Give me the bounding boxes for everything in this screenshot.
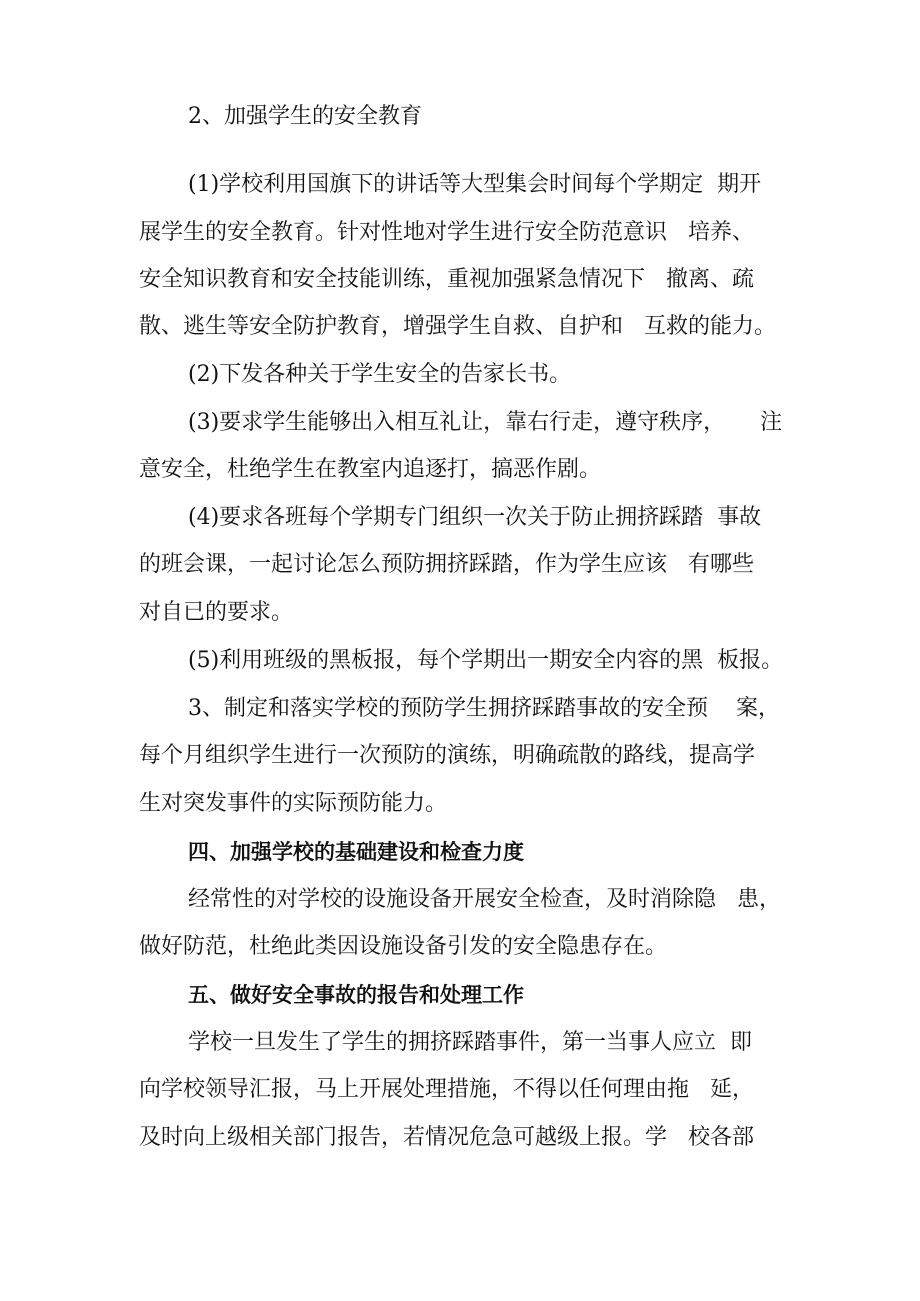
section-heading-5: 五、做好安全事故的报告和处理工作 bbox=[188, 983, 524, 1007]
paragraph-1-line-4: 散、逃生等安全防护教育，增强学生自救、自护和 互救的能力。 bbox=[139, 314, 776, 339]
paragraph-8-line-1: 学校一旦发生了学生的拥挤踩踏事件，第一当事人应立 即 bbox=[188, 1030, 752, 1055]
paragraph-6-line-1: 3、制定和落实学校的预防学生拥挤踩踏事故的安全预 案， bbox=[188, 696, 780, 721]
paragraph-5-line-1: (5)利用班级的黑板报，每个学期出一期安全内容的黑 板报。 bbox=[188, 648, 784, 673]
paragraph-7-line-2: 做好防范，杜绝此类因设施设备引发的安全隐患存在。 bbox=[139, 934, 668, 959]
paragraph-8-line-3: 及时向上级相关部门报告，若情况危急可越级上报。学 校各部 bbox=[139, 1125, 754, 1150]
paragraph-6-line-3: 生对突发事件的实际预防能力。 bbox=[139, 791, 448, 816]
paragraph-3-line-2: 意安全，杜绝学生在教室内追逐打，搞恶作剧。 bbox=[139, 457, 602, 482]
paragraph-2-line-1: (2)下发各种关于学生安全的告家长书。 bbox=[188, 362, 572, 387]
section-heading-4: 四、加强学校的基础建设和检查力度 bbox=[188, 840, 524, 864]
paragraph-1-line-1: (1)学校利用国旗下的讲话等大型集会时间每个学期定 期开 bbox=[188, 172, 762, 197]
paragraph-4-line-3: 对自已的要求。 bbox=[139, 600, 294, 625]
paragraph-1-line-3: 安全知识教育和安全技能训练，重视加强紧急情况下 撤离、疏 bbox=[139, 267, 754, 292]
paragraph-4-line-1: (4)要求各班每个学期专门组织一次关于防止拥挤踩踏 事故 bbox=[188, 505, 762, 530]
paragraph-7-line-1: 经常性的对学校的设施设备开展安全检查，及时消除隐 患， bbox=[188, 887, 781, 912]
section-heading-2: 2、加强学生的安全教育 bbox=[188, 104, 422, 129]
paragraph-3-line-1: (3)要求学生能够出入相互礼让，靠右行走，遵守秩序， 注 bbox=[188, 410, 783, 435]
paragraph-8-line-2: 向学校领导汇报，马上开展处理措施，不得以任何理由拖 延， bbox=[139, 1077, 754, 1102]
paragraph-1-line-2: 展学生的安全教育。针对性地对学生进行安全防范意识 培养、 bbox=[139, 220, 754, 245]
paragraph-4-line-2: 的班会课，一起讨论怎么预防拥挤踩踏，作为学生应该 有哪些 bbox=[139, 552, 754, 577]
paragraph-6-line-2: 每个月组织学生进行一次预防的演练，明确疏散的路线，提高学 bbox=[139, 743, 756, 768]
